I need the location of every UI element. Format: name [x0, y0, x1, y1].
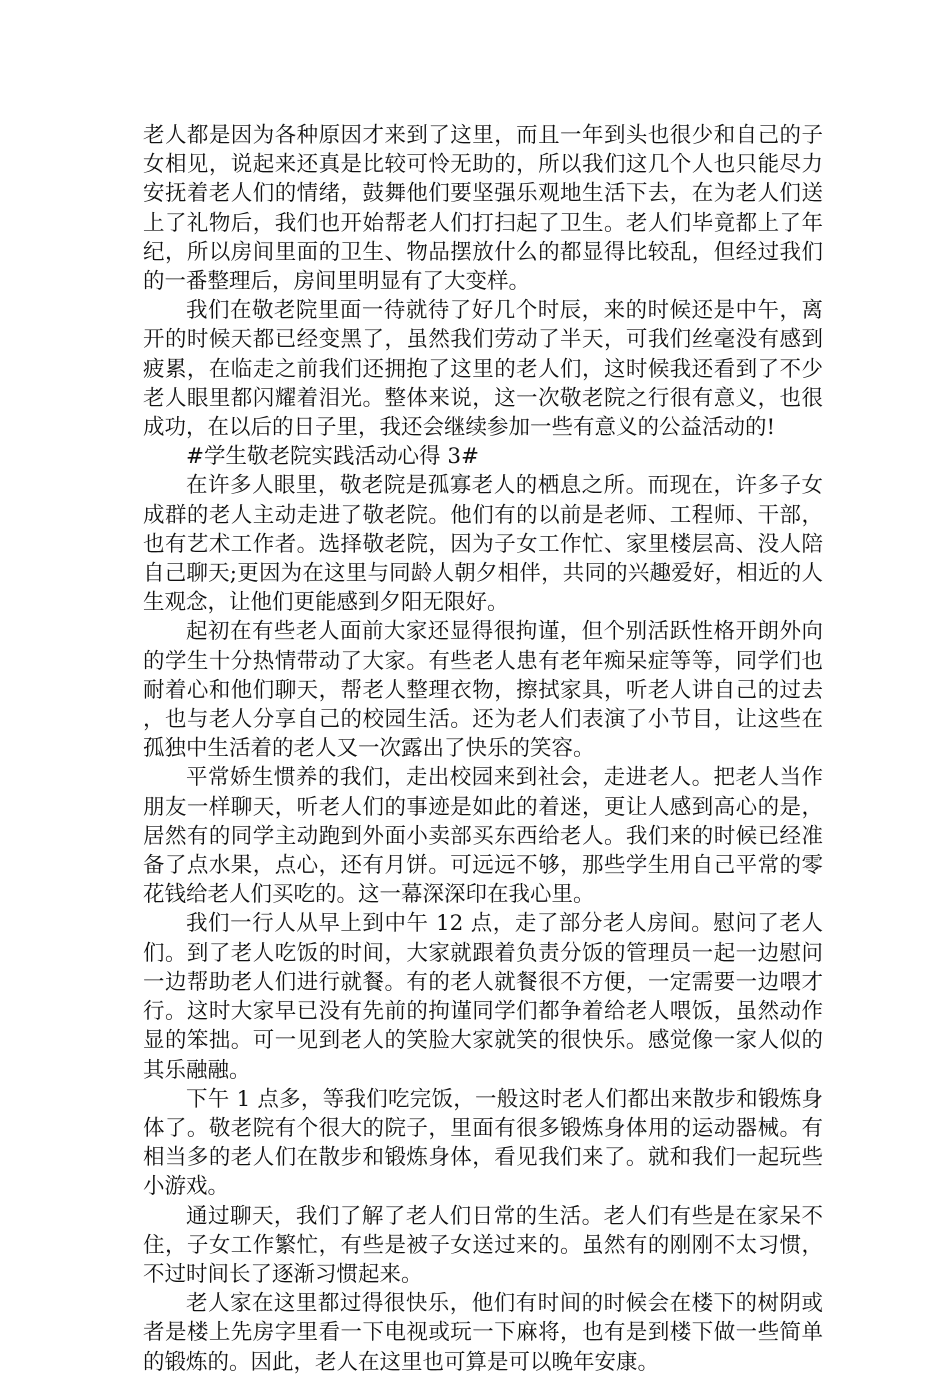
paragraph: 老人家在这里都过得很快乐，他们有时间的时候会在楼下的树阴或者是楼上先房字里看一下电视或玩一下麻将，也有是到楼下做一些简单的锻炼的。因此，老人在这里也可算是可以晚年安康。 — [143, 1291, 823, 1375]
paragraph: 通过聊天，我们了解了老人们日常的生活。老人们有些是在家呆不住，子女工作繁忙，有些是被子女送过来的。虽然有的刚刚不太习惯，不过时间长了逐渐习惯起来。 — [143, 1203, 823, 1287]
paragraph: 我们在敬老院里面一待就待了好几个时辰，来的时候还是中午，离开的时候天都已经变黑了，虽然我们劳动了半天，可我们丝毫没有感到疲累，在临走之前我们还拥抱了这里的老人们，这时候我还看到了不少老人眼里都闪耀着泪光。整体来说，这一次敬老院之行很有意义，也很成功，在以后的日子里，我还会继续参加一些有意义的公益活动的! — [143, 298, 823, 441]
paragraph: 平常娇生惯养的我们，走出校园来到社会，走进老人。把老人当作朋友一样聊天，听老人们的事迹是如此的着迷，更让人感到高心的是，居然有的同学主动跑到外面小卖部买东西给老人。我们来的时候已经准备了点水果，点心，还有月饼。可远远不够，那些学生用自己平常的零花钱给老人们买吃的。这一幕深深印在我心里。 — [143, 765, 823, 908]
section-heading: #学生敬老院实践活动心得 3# — [186, 444, 480, 470]
paragraph: 我们一行人从早上到中午 12 点，走了部分老人房间。慰问了老人们。到了老人吃饭的时间，大家就跟着负责分饭的管理员一起一边慰问一边帮助老人们进行就餐。有的老人就餐很不方便，一定需要一边喂才行。这时大家早已没有先前的拘谨同学们都争着给老人喂饭，虽然动作显的笨拙。可一见到老人的笑脸大家就笑的很快乐。感觉像一家人似的其乐融融。 — [143, 911, 823, 1083]
paragraph: 老人都是因为各种原因才来到了这里，而且一年到头也很少和自己的子女相见，说起来还真是比较可怜无助的，所以我们这几个人也只能尽力安抚着老人们的情绪，鼓舞他们要坚强乐观地生活下去，在为老人们送上了礼物后，我们也开始帮老人们打扫起了卫生。老人们毕竟都上了年纪，所以房间里面的卫生、物品摆放什么的都显得比较乱，但经过我们的一番整理后，房间里明显有了大变样。 — [143, 123, 823, 295]
document-body — [143, 121, 823, 1377]
paragraph: 下午 1 点多，等我们吃完饭，一般这时老人们都出来散步和锻炼身体了。敬老院有个很大的院子，里面有很多锻炼身体用的运动器械。有相当多的老人们在散步和锻炼身体，看见我们来了。就和我们一起玩些小游戏。 — [143, 1086, 823, 1200]
paragraph: 起初在有些老人面前大家还显得很拘谨，但个别活跃性格开朗外向的学生十分热情带动了大家。有些老人患有老年痴呆症等等，同学们也耐着心和他们聊天，帮老人整理衣物，擦拭家具，听老人讲自己的过去，也与老人分享自己的校园生活。还为老人们表演了小节目，让这些在孤独中生活着的老人又一次露出了快乐的笑容。 — [143, 619, 823, 762]
paragraph: 在许多人眼里，敬老院是孤寡老人的栖息之所。而现在，许多子女成群的老人主动走进了敬老院。他们有的以前是老师、工程师、干部，也有艺术工作者。选择敬老院，因为子女工作忙、家里楼层高、没人陪自己聊天;更因为在这里与同龄人朝夕相伴，共同的兴趣爱好，相近的人生观念，让他们更能感到夕阳无限好。 — [143, 473, 823, 616]
